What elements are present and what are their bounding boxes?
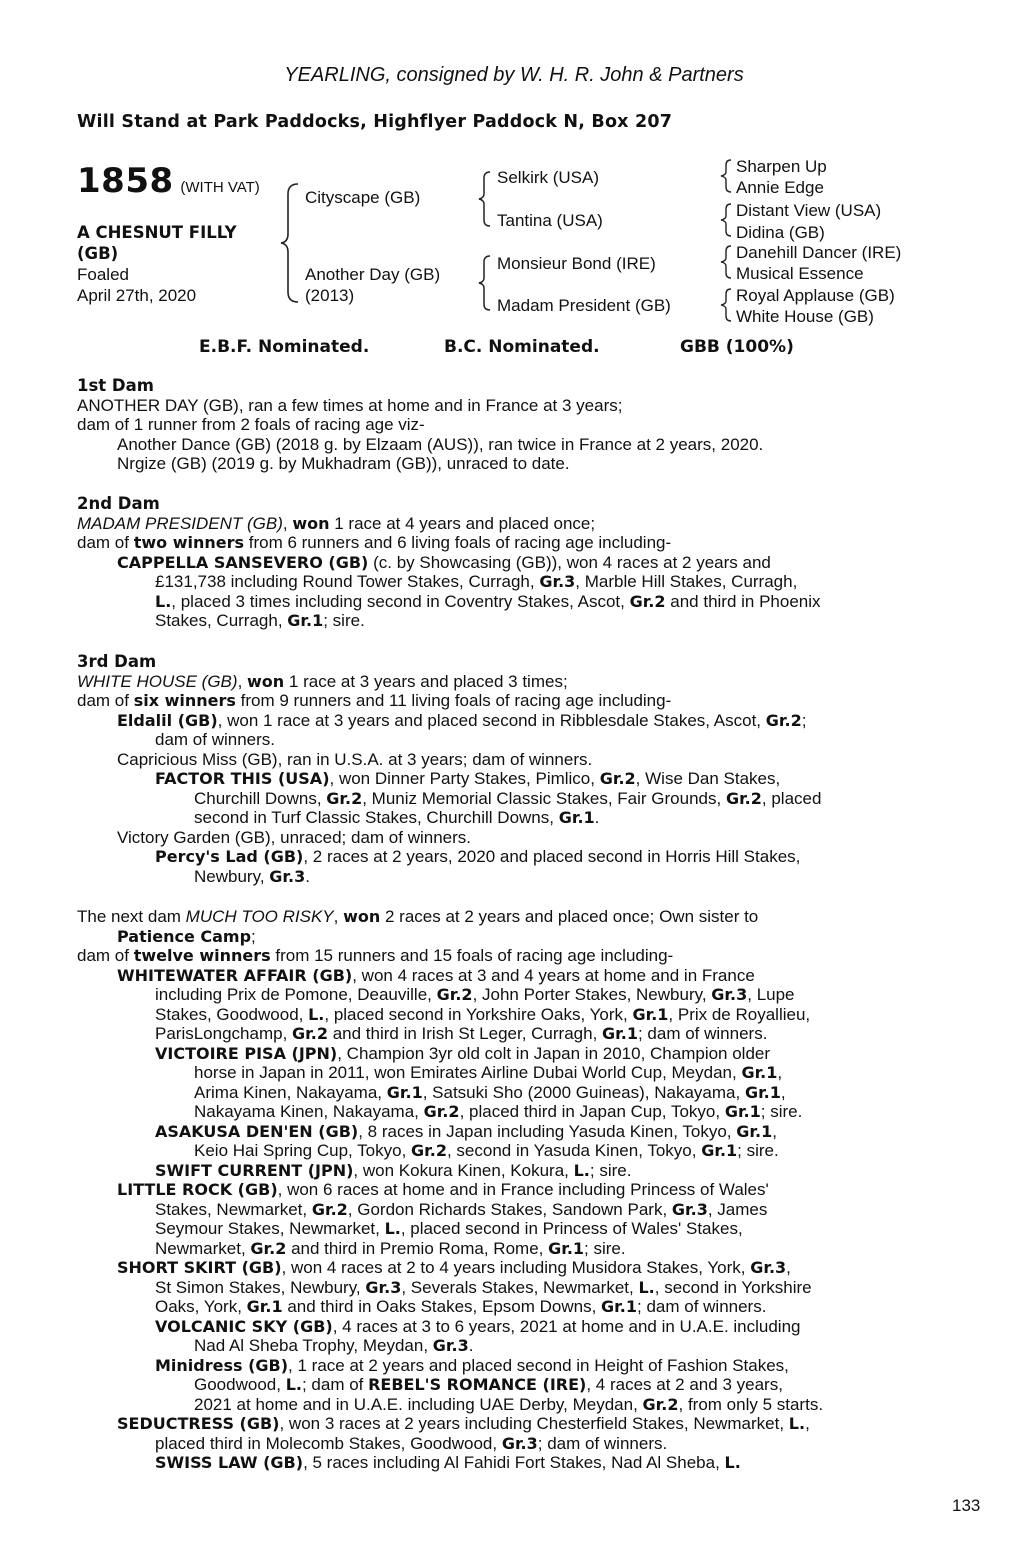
- horse-name: FACTOR THIS (USA): [155, 769, 330, 788]
- bold-text: L.: [724, 1453, 741, 1472]
- text: placed third in Molecomb Stakes, Goodwood,: [155, 1433, 502, 1453]
- text: horse in Japan in 2011, won Emirates Airline Dubai World Cup, Meydan,: [194, 1063, 742, 1082]
- next-dam-line: [77, 946, 930, 966]
- bold-text: Gr.2: [423, 1102, 460, 1121]
- text: 1 race at 4 years and placed once;: [329, 513, 596, 533]
- text: , 8 races in Japan including Yasuda Kinen, Tokyo,: [358, 1121, 737, 1141]
- ancestor-dss: Danehill Dancer (IRE): [736, 243, 902, 262]
- bold-text: WHITEWATER AFFAIR (GB): [117, 965, 353, 985]
- grade: Gr.3: [539, 572, 576, 591]
- pedigree-brace-3: [476, 254, 496, 312]
- bold-text: ASAKUSA DEN'EN (GB): [155, 1121, 359, 1141]
- text: St Simon Stakes, Newbury,: [155, 1277, 366, 1297]
- text: ; sire.: [323, 611, 365, 630]
- next-dam-produce: [77, 966, 930, 1473]
- dam-sire: Monsieur Bond (IRE): [497, 254, 656, 273]
- pedigree-brace-6: [717, 244, 735, 280]
- pedigree-brace-1: [278, 182, 304, 304]
- bold-text: Gr.1: [744, 1082, 781, 1102]
- bold-text: Gr.3: [711, 985, 748, 1004]
- text: Stakes, Goodwood,: [155, 1004, 309, 1024]
- next-dam-section: [77, 907, 930, 1473]
- produce-entry: [77, 1395, 930, 1415]
- produce-entry: [77, 1005, 930, 1025]
- text: , Champion 3yr old colt in Japan in 2010, Champion older: [337, 1043, 771, 1063]
- produce-entry: [77, 1434, 930, 1454]
- produce-entry: [77, 1141, 930, 1161]
- third-dam-line: WHITE HOUSE (GB), won 1 race at 3 years and placed 3 times;: [77, 671, 568, 691]
- ancestor-sds: Distant View (USA): [736, 201, 882, 220]
- produce-entry: [77, 1180, 930, 1200]
- pedigree-brace-2: [476, 170, 496, 228]
- text: Nakayama Kinen, Nakayama,: [194, 1102, 424, 1121]
- produce-entry: [77, 966, 930, 986]
- text: , Lupe: [747, 985, 795, 1004]
- won-label: won: [343, 907, 381, 926]
- produce-entry: [77, 572, 930, 592]
- produce-entry: [77, 1063, 930, 1083]
- text: Arima Kinen, Nakayama,: [194, 1082, 387, 1102]
- text: ; sire.: [760, 1102, 803, 1121]
- bold-text: Gr.2: [292, 1024, 328, 1043]
- bold-text: Gr.1: [548, 1238, 585, 1258]
- text: ,: [780, 1082, 786, 1102]
- text: and third in Premio Roma, Rome,: [286, 1238, 549, 1258]
- text: and third in Phoenix: [665, 591, 821, 611]
- gbb-status: GBB (100%): [680, 337, 794, 357]
- produce-entry: [77, 1102, 930, 1122]
- first-dam-line: dam of 1 runner from 2 foals of racing age viz-: [77, 415, 425, 434]
- produce-entry: [77, 1239, 930, 1259]
- bold-text: Gr.2: [436, 985, 473, 1004]
- text: ;: [801, 710, 807, 730]
- text: Churchill Downs,: [194, 788, 327, 808]
- pedigree-brace-7: [717, 287, 735, 323]
- bold-text: Gr.3: [671, 1199, 708, 1219]
- produce-entry: [77, 985, 930, 1005]
- second-dam-section: [77, 494, 930, 631]
- text: , won Kokura Kinen, Kokura,: [353, 1160, 574, 1180]
- grade: Gr.2: [599, 769, 636, 788]
- text: , placed second in Yorkshire Oaks, York,: [324, 1004, 633, 1024]
- horse-sex-colour: A CHESNUT FILLY: [77, 223, 237, 242]
- grade: Gr.2: [629, 591, 666, 611]
- bold-text: L.: [638, 1277, 655, 1297]
- horse-description: [77, 222, 287, 306]
- sire: Cityscape (GB): [305, 188, 421, 207]
- produce-entry: [77, 1317, 930, 1337]
- text: ; sire.: [584, 1238, 626, 1258]
- dam-name: MADAM PRESIDENT (GB): [77, 513, 283, 533]
- produce-entry: [77, 1414, 930, 1434]
- text: , won 4 races at 2 to 4 years including Musidora Stakes, York,: [281, 1258, 751, 1277]
- text: , placed 3 times including second in Coventry Stakes, Ascot,: [171, 591, 630, 611]
- lot-heading: [77, 163, 260, 199]
- text: second in Turf Classic Stakes, Churchill Downs,: [194, 808, 559, 827]
- text: The next dam: [77, 907, 186, 926]
- text: 2 races at 2 years and placed once; Own sister to: [380, 907, 759, 926]
- produce-entry: [77, 611, 930, 631]
- text: ;: [251, 926, 256, 946]
- stand-location: Will Stand at Park Paddocks, Highflyer Paddock N, Box 207: [77, 112, 673, 132]
- produce-entry: [77, 1024, 930, 1044]
- lot-vat: (WITH VAT): [180, 179, 260, 196]
- dam-name: MUCH TOO RISKY: [185, 907, 334, 926]
- bold-text: SWIFT CURRENT (JPN): [155, 1160, 354, 1180]
- produce-entry: [77, 1278, 930, 1298]
- produce-entry: [77, 711, 930, 731]
- text: , 1 race at 2 years and placed second in Height of Fashion Stakes,: [288, 1355, 789, 1375]
- text: ,: [777, 1063, 783, 1082]
- produce-entry: [77, 1161, 930, 1181]
- sire-dam: Tantina (USA): [497, 211, 603, 230]
- text: , won 1 race at 3 years and placed second in Ribblesdale Stakes, Ascot,: [217, 710, 766, 730]
- dam-name: WHITE HOUSE (GB): [77, 671, 238, 691]
- winners-count: six winners: [133, 691, 236, 710]
- winners-count: twelve winners: [133, 946, 271, 965]
- text: Stakes, Newmarket,: [155, 1199, 312, 1219]
- bold-text: Gr.2: [411, 1141, 447, 1160]
- lot-number: 1858: [77, 161, 174, 201]
- produce-entry: [77, 1356, 930, 1376]
- grade: Gr.2: [326, 788, 363, 808]
- text: , placed second in Princess of Wales' Stakes,: [400, 1219, 743, 1238]
- grade: L.: [155, 591, 172, 611]
- bold-text: Gr.1: [386, 1082, 423, 1102]
- text: , won Dinner Party Stakes, Pimlico,: [329, 769, 600, 788]
- text: , second in Yasuda Kinen, Tokyo,: [446, 1141, 702, 1160]
- bold-text: Gr.3: [501, 1433, 538, 1453]
- text: ,: [772, 1121, 777, 1141]
- text: .: [305, 866, 310, 886]
- first-dam-section: [77, 376, 930, 474]
- text: from 6 runners and 6 living foals of racing age including-: [244, 533, 672, 552]
- bold-text: L.: [285, 1375, 302, 1394]
- text: , 5 races including Al Fahidi Fort Stakes, Nad Al Sheba,: [303, 1453, 725, 1472]
- produce-entry: [77, 867, 930, 887]
- bold-text: SWISS LAW (GB): [155, 1453, 304, 1472]
- text: Newmarket,: [155, 1238, 251, 1258]
- grade: Gr.2: [765, 710, 802, 730]
- ancestor-ssd: Annie Edge: [736, 178, 824, 197]
- bold-text: VOLCANIC SKY (GB): [155, 1316, 333, 1336]
- produce-entry: [77, 1453, 930, 1473]
- text: .: [594, 808, 600, 827]
- ebf-nomination: E.B.F. Nominated.: [199, 337, 370, 357]
- bold-text: Gr.3: [750, 1258, 787, 1277]
- pedigree-brace-5: [717, 202, 735, 238]
- text: , placed third in Japan Cup, Tokyo,: [459, 1102, 725, 1121]
- produce-entry: [77, 769, 930, 789]
- produce-entry: Another Dance (GB) (2018 g. by Elzaam (AUS)), ran twice in France at 2 years, 2020.: [117, 434, 764, 454]
- pedigree-brace-4: [717, 158, 735, 194]
- next-dam-line: [77, 927, 930, 947]
- produce-entry: Victory Garden (GB), unraced; dam of winners.: [117, 827, 472, 847]
- sire-sire: Selkirk (USA): [497, 168, 600, 187]
- bold-text: Gr.3: [432, 1336, 469, 1355]
- text: including Prix de Pomone, Deauville,: [155, 985, 437, 1004]
- text: ParisLongchamp,: [155, 1024, 293, 1043]
- won-label: won: [247, 671, 285, 691]
- won-label: won: [292, 513, 330, 533]
- produce-entry: dam of winners.: [155, 730, 275, 749]
- third-dam-section: [77, 652, 930, 886]
- ancestor-dds: Royal Applause (GB): [736, 286, 895, 305]
- bold-text: Minidress (GB): [155, 1355, 289, 1375]
- text: and third in Oaks Stakes, Epsom Downs,: [282, 1297, 602, 1316]
- bold-text: REBEL'S ROMANCE (IRE): [368, 1375, 587, 1394]
- text: ,: [805, 1414, 810, 1433]
- first-dam-heading: 1st Dam: [77, 376, 154, 395]
- bold-text: LITTLE ROCK (GB): [117, 1180, 278, 1199]
- horse-name: Percy's Lad (GB): [155, 847, 304, 866]
- produce-entry: Capricious Miss (GB), ran in U.S.A. at 3 years; dam of winners.: [117, 749, 593, 769]
- bold-text: Gr.1: [632, 1004, 669, 1024]
- text: Stakes, Curragh,: [155, 611, 288, 630]
- produce-entry: [77, 1219, 930, 1239]
- text: , placed: [761, 788, 822, 808]
- text: , 4 races at 3 to 6 years, 2021 at home and in U.A.E. including: [332, 1316, 801, 1336]
- text: from 9 runners and 11 living foals of racing age including-: [235, 691, 672, 710]
- text: , James: [707, 1199, 768, 1219]
- produce-entry: [77, 553, 930, 573]
- text: , from only 5 starts.: [678, 1394, 824, 1414]
- text: , Satsuki Sho (2000 Guineas), Nakayama,: [422, 1082, 745, 1102]
- bold-text: Gr.1: [601, 1297, 637, 1316]
- text: (c. by Showcasing (GB)), won 4 races at 2 years and: [368, 552, 771, 572]
- text: ; dam of winners.: [637, 1297, 767, 1316]
- produce-entry: [77, 1375, 930, 1395]
- text: , second in Yorkshire: [654, 1277, 812, 1297]
- bold-text: Gr.1: [741, 1063, 778, 1082]
- text: , Muniz Memorial Classic Stakes, Fair Grounds,: [362, 788, 726, 808]
- text: ,: [786, 1258, 791, 1277]
- produce-entry: [77, 808, 930, 828]
- text: Seymour Stakes, Newmarket,: [155, 1219, 385, 1238]
- text: ; dam of winners.: [537, 1433, 668, 1453]
- text: Nad Al Sheba Trophy, Meydan,: [194, 1336, 433, 1355]
- grade: Gr.3: [269, 866, 306, 886]
- ancestor-ddd: White House (GB): [736, 307, 874, 326]
- bold-text: Gr.2: [311, 1199, 348, 1219]
- grade: Gr.1: [287, 611, 324, 630]
- bold-text: Gr.1: [602, 1024, 638, 1043]
- header-title: YEARLING, consigned by W. H. R. John & Partners: [284, 64, 744, 86]
- winners-count: two winners: [133, 533, 245, 552]
- bold-text: Gr.1: [701, 1141, 738, 1160]
- text: , Prix de Royallieu,: [668, 1004, 811, 1024]
- dam: Another Day (GB): [305, 265, 441, 284]
- grade: Gr.1: [558, 808, 595, 827]
- text: ; sire.: [737, 1141, 779, 1160]
- text: ; sire.: [589, 1160, 632, 1180]
- horse-country: (GB): [77, 244, 119, 263]
- next-dam-line: The next dam MUCH TOO RISKY, won 2 races at 2 years and placed once; Own sister to: [77, 907, 759, 926]
- bold-text: Gr.3: [365, 1277, 402, 1297]
- text: , Wise Dan Stakes,: [635, 769, 781, 788]
- first-dam-line: ANOTHER DAY (GB), ran a few times at home and in France at 3 years;: [77, 395, 623, 415]
- second-dam-line: [77, 533, 930, 553]
- text: from 15 runners and 15 foals of racing age including-: [270, 946, 674, 965]
- text: and third in Irish St Leger, Curragh,: [327, 1024, 603, 1043]
- text: dam of: [77, 691, 134, 710]
- produce-entry: Nrgize (GB) (2019 g. by Mukhadram (GB)), unraced to date.: [117, 454, 570, 473]
- horse-foaled-date: April 27th, 2020: [77, 286, 197, 305]
- second-dam-heading: 2nd Dam: [77, 494, 160, 513]
- bold-text: Gr.2: [250, 1238, 287, 1258]
- text: Goodwood,: [194, 1375, 286, 1394]
- text: , won 4 races at 3 and 4 years at home and in France: [352, 965, 755, 985]
- text: Newbury,: [194, 866, 270, 886]
- produce-entry: [77, 1258, 930, 1278]
- horse-name: Patience Camp: [117, 926, 252, 946]
- bold-text: L.: [788, 1414, 806, 1433]
- ancestor-sdd: Didina (GB): [736, 223, 825, 242]
- text: , won 6 races at home and in France including Princess of Wales': [277, 1180, 769, 1199]
- text: , won 3 races at 2 years including Chesterfield Stakes, Newmarket,: [279, 1414, 789, 1433]
- dam-year: (2013): [305, 286, 355, 305]
- horse-name: CAPPELLA SANSEVERO (GB): [117, 552, 369, 572]
- bold-text: Gr.1: [246, 1297, 283, 1316]
- text: 2021 at home and in U.A.E. including UAE Derby, Meydan,: [194, 1394, 643, 1414]
- text: , 2 races at 2 years, 2020 and placed second in Horris Hill Stakes,: [303, 847, 801, 866]
- ancestor-sss: Sharpen Up: [736, 157, 827, 176]
- bc-nomination: B.C. Nominated.: [444, 337, 600, 357]
- produce-entry: [77, 1122, 930, 1142]
- bold-text: SHORT SKIRT (GB): [117, 1258, 282, 1277]
- horse-name: Eldalil (GB): [117, 710, 218, 730]
- produce-entry: [77, 1044, 930, 1064]
- produce-entry: [77, 1336, 930, 1356]
- text: , Severals Stakes, Newmarket,: [401, 1277, 639, 1297]
- text: ; dam of winners.: [637, 1024, 768, 1043]
- second-dam-line: MADAM PRESIDENT (GB), won 1 race at 4 years and placed once;: [77, 513, 596, 533]
- text: ; dam of: [301, 1375, 369, 1394]
- horse-foaled-label: Foaled: [77, 265, 129, 284]
- third-dam-line: [77, 691, 930, 711]
- text: , John Porter Stakes, Newbury,: [472, 985, 712, 1004]
- text: £131,738 including Round Tower Stakes, Curragh,: [155, 572, 540, 591]
- text: 1 race at 3 years and placed 3 times;: [284, 671, 568, 691]
- produce-entry: [77, 1083, 930, 1103]
- text: .: [468, 1336, 474, 1355]
- bold-text: VICTOIRE PISA (JPN): [155, 1043, 338, 1063]
- text: dam of: [77, 533, 134, 552]
- bold-text: L.: [573, 1160, 590, 1180]
- produce-entry: [77, 592, 930, 612]
- dam-dam: Madam President (GB): [497, 296, 671, 315]
- text: , 4 races at 2 and 3 years,: [586, 1375, 783, 1394]
- bold-text: Gr.1: [724, 1102, 761, 1121]
- bold-text: L.: [384, 1219, 401, 1238]
- page-number: 133: [952, 1496, 981, 1515]
- produce-entry: [77, 1200, 930, 1220]
- text: Keio Hai Spring Cup, Tokyo,: [194, 1141, 412, 1160]
- bold-text: SEDUCTRESS (GB): [117, 1414, 280, 1433]
- produce-entry: [77, 1297, 930, 1317]
- text: Oaks, York,: [155, 1297, 247, 1316]
- third-dam-heading: 3rd Dam: [77, 652, 157, 671]
- bold-text: L.: [308, 1004, 325, 1024]
- produce-entry: [77, 789, 930, 809]
- text: , Marble Hill Stakes, Curragh,: [575, 572, 798, 591]
- text: , Gordon Richards Stakes, Sandown Park,: [347, 1199, 672, 1219]
- page-header: [0, 63, 1024, 87]
- grade: Gr.2: [725, 788, 762, 808]
- produce-entry: [77, 847, 930, 867]
- bold-text: Gr.2: [642, 1394, 679, 1414]
- bold-text: Gr.1: [736, 1121, 773, 1141]
- ancestor-dsd: Musical Essence: [736, 264, 864, 283]
- text: dam of: [77, 946, 134, 965]
